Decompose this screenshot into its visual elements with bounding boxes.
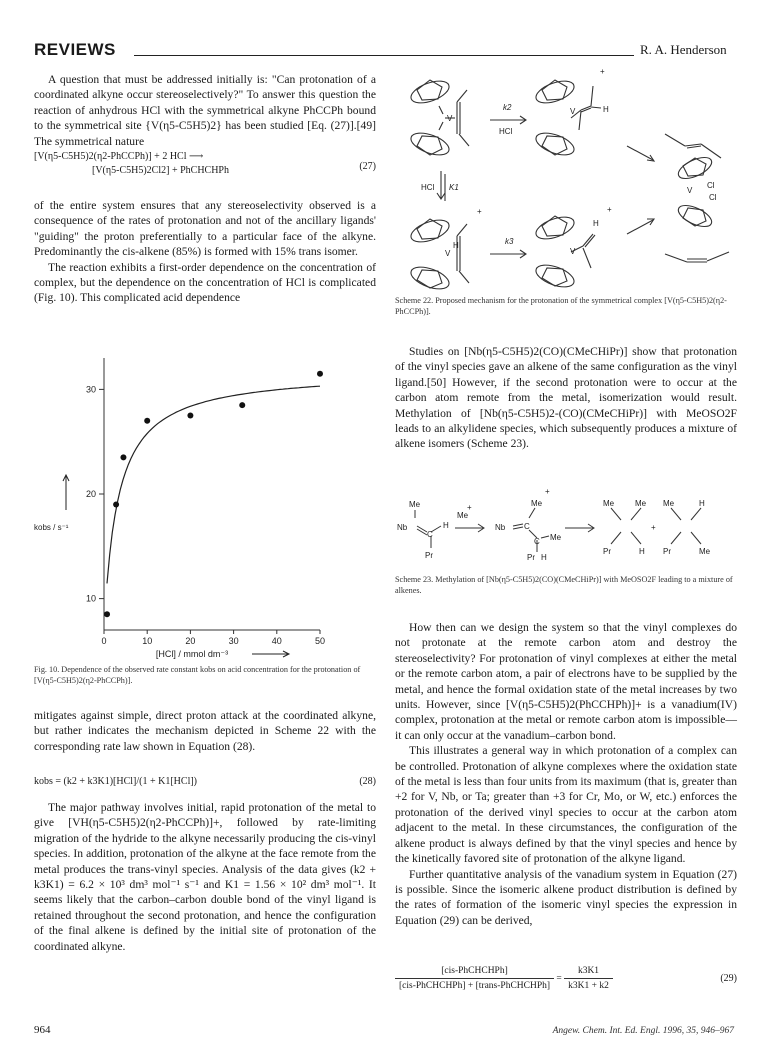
- paragraph: How then can we design the system so that the vinyl complexes do not protonate at the remote carbon atom and destroy the stereoselectivity? For protonation of vinyl complexes at either the metal or the remote carbon atom, a pair of electrons have to be supplied by the metal, and hence the formal oxidation state of the metal increases by two units. However, since [V(η5-C5H5)2(PhCCHPh)]+ is a vanadium(IV) complex, protonation at the metal or remote carbon atom is impossible—it can only occur at the vanadium–carbon bond.: [395, 621, 737, 742]
- hcl-label: HCl: [421, 183, 435, 192]
- rate-k3-label: k3: [505, 237, 514, 246]
- figure-10-caption: Fig. 10. Dependence of the observed rate constant kobs on acid concentration for the protonation of [V(η5-C5H5)2(η2-PhCCPh)].: [34, 665, 361, 685]
- right-column-text-2: [395, 620, 737, 928]
- equation-27-line2: [V(η5-C5H5)2Cl2] + PhCHCHPh: [92, 165, 229, 176]
- equation-28-number: (28): [359, 776, 376, 787]
- header-rule: [134, 55, 634, 56]
- right-column-text-1: [395, 344, 737, 452]
- methyl-label: Me: [699, 547, 711, 556]
- propyl-label: Pr: [603, 547, 611, 556]
- equation-29-left-numerator: [cis-PhCHCHPh]: [395, 964, 554, 979]
- left-column-text-2: [34, 198, 376, 306]
- data-point: [120, 454, 126, 460]
- equation-29-right-denominator: k3K1 + k2: [568, 981, 609, 991]
- y-axis-label: kobs / s⁻¹: [34, 523, 69, 532]
- x-tick-label: 40: [271, 636, 282, 646]
- section-heading: REVIEWS: [34, 40, 116, 59]
- equilibrium-k1-label: K1: [449, 183, 459, 192]
- data-point: [239, 402, 245, 408]
- running-author: R. A. Henderson: [640, 42, 727, 57]
- x-tick-label: 50: [314, 636, 326, 646]
- paragraph: The reaction exhibits a first-order dependence on the concentration of complex, but the dependence on the concentration of HCl is complicated (Fig. 10). This complicated acid dependence: [34, 260, 376, 305]
- x-tick-label: 10: [142, 636, 153, 646]
- plus-sign: +: [467, 503, 472, 512]
- hydrogen-label: H: [443, 521, 449, 530]
- x-axis-label: [HCl] / mmol dm⁻³: [155, 649, 229, 659]
- vanadium-label: V: [570, 107, 576, 116]
- carbon-label: C: [524, 522, 530, 531]
- fit-curve: [107, 386, 320, 583]
- vanadium-label: V: [447, 114, 453, 123]
- plus-sign: +: [651, 523, 656, 532]
- hydrogen-label: H: [541, 553, 547, 562]
- methyl-label: Me: [663, 499, 675, 508]
- equation-27-number: (27): [359, 161, 376, 172]
- scheme-23-diagram: [395, 488, 740, 568]
- niobium-label: Nb: [495, 523, 506, 532]
- x-tick-label: 20: [185, 636, 196, 646]
- chlorine-label: Cl: [709, 193, 717, 202]
- left-column-text-3: [34, 708, 376, 754]
- data-point: [317, 371, 323, 377]
- vanadium-label: V: [570, 247, 576, 256]
- hydrogen-label: H: [593, 219, 599, 228]
- plus-sign: +: [600, 67, 605, 76]
- plus-sign: +: [477, 207, 482, 216]
- carbon-label: C: [534, 537, 540, 546]
- methyl-label: Me: [603, 499, 615, 508]
- methyl-label: Me: [550, 533, 562, 542]
- plus-sign: +: [545, 488, 550, 496]
- vanadium-label: V: [445, 249, 451, 258]
- data-point: [104, 611, 110, 617]
- page-number: 964: [34, 1024, 51, 1036]
- hcl-label: HCl: [499, 127, 513, 136]
- propyl-label: Pr: [527, 553, 535, 562]
- y-tick-label: 20: [85, 489, 96, 499]
- equation-29-left-fraction: [395, 964, 554, 993]
- equation-29-right-fraction: [564, 964, 613, 993]
- x-tick-label: 30: [228, 636, 239, 646]
- paragraph: of the entire system ensures that any stereoselectivity observed is a consequence of the rates of protonation and not of the ancillary ligands' "guiding" the proton preferentially to a particular face of the alkyne. Predominantly the cis-alkene (85%) is formed with 15% trans isomer.: [34, 199, 376, 259]
- methyl-label: Me: [635, 499, 647, 508]
- paragraph: A question that must be addressed initially is: "Can protonation of a coordinated alkyne occur stereoselectively?" To answer this question the reaction of anhydrous HCl with the symmetrical alkyne PhCCPh bound to the symmetrical site {V(η5-C5H5)2} has been studied [Eq. (27)].[49] The symmetrical nature: [34, 73, 376, 148]
- paragraph: The major pathway involves initial, rapid protonation of the metal to give [VH(η5-C5H5)2(η2-PhCCPh)]+, followed by rate-limiting migration of the hydride to the alkyne necessarily producing the cis-vinyl species. In addition, protonation of the alkyne at the face remote from the metal produces the trans-vinyl species. Analysis of the data gives (k2 + k3K1) = 6.2 × 10³ dm³ mol⁻¹ s⁻¹ and K1 = 1.56 × 10² dm³ mol⁻¹. It seems likely that the carbon–carbon double bond of the vinyl ligand is retained throughout the second protonation, and hence the configuration of the final alkene is defined by the initial site of protonation of the coordinated alkyne.: [34, 801, 376, 953]
- hydrogen-label: H: [699, 499, 705, 508]
- journal-citation: Angew. Chem. Int. Ed. Engl. 1996, 35, 946–967: [552, 1026, 734, 1036]
- equation-28: [34, 775, 376, 789]
- paragraph: Further quantitative analysis of the vanadium system in Equation (27) is possible. Since the isomeric alkene product distribution is defined by the rates of formation of the isomeric vinyl species the expression in Equation (29) can be derived,: [395, 867, 737, 927]
- left-column-text-4: [34, 800, 376, 954]
- y-tick-label: 30: [85, 384, 96, 395]
- data-point: [187, 413, 193, 419]
- equation-29: $\frac{\text{[cis-PhCHCHPh]}}{\text{[cis-PhCHCHPh] + [trans-PhCHCHPh]}}$ = $\frac{k3K1}{k3K1 + k2}$ (29): [395, 964, 737, 993]
- equation-29-number: (29): [720, 973, 737, 984]
- propyl-label: Pr: [663, 547, 671, 556]
- paragraph: This illustrates a general way in which protonation of a complex can be controlled. Protonation of alkyne complexes where the oxidation state of the metal is less than four units from its maximum (that is, greater than +2 for V, Nb, or Ta; greater than +3 for Cr, Mo, or W, etc.) enforces the protonation of the derived vinyl species to occur at the carbon atom adjacent to the metal. In these circumstances, the configuration of the alkene product is always defined by that the vinyl species and hence by the kinetically favored site of protonation of the alkyne ligand.: [395, 744, 737, 866]
- hydrogen-label: H: [639, 547, 645, 556]
- rate-k2-label: k2: [503, 103, 512, 112]
- x-tick-label: 0: [101, 636, 107, 646]
- methyl-label: Me: [409, 500, 421, 509]
- equation-28-body: kobs = (k2 + k3K1)[HCl]/(1 + K1[HCl]): [34, 776, 198, 787]
- hydrogen-label: H: [603, 105, 609, 114]
- plus-sign: +: [607, 205, 612, 214]
- scheme-23-caption: Scheme 23. Methylation of [Nb(η5-C5H5)2(CO)(CMeCHiPr)] with MeOSO2F leading to a mixture of alkenes.: [395, 575, 733, 595]
- equation-27: [34, 150, 376, 186]
- left-column-intro: [34, 72, 376, 149]
- figure-10-chart: [30, 340, 360, 660]
- data-point: [144, 418, 150, 424]
- equation-29-right-numerator: k3K1: [564, 964, 613, 979]
- vanadium-label: V: [687, 186, 693, 195]
- methyl-label: Me: [457, 511, 469, 520]
- propyl-label: Pr: [425, 551, 433, 560]
- scheme-22-caption: Scheme 22. Proposed mechanism for the protonation of the symmetrical complex [V(η5-C5H5)2(η2-PhCCPh)].: [395, 296, 727, 316]
- scheme-22-diagram: [395, 66, 740, 294]
- niobium-label: Nb: [397, 523, 408, 532]
- chlorine-label: Cl: [707, 181, 715, 190]
- data-point: [113, 501, 119, 507]
- paragraph: mitigates against simple, direct proton attack at the coordinated alkyne, but rather indicates the mechanism depicted in Scheme 22 with the corresponding rate law shown in Equation (28).: [34, 709, 376, 753]
- equation-27-line1: [V(η5-C5H5)2(η2-PhCCPh)] + 2 HCl ⟶: [34, 151, 204, 162]
- carbon-label: C: [427, 530, 433, 539]
- y-tick-label: 10: [85, 593, 96, 604]
- paragraph: Studies on [Nb(η5-C5H5)2(CO)(CMeCHiPr)] show that protonation of the vinyl species gave an alkene of the same configuration as the vinyl ligand.[50] However, if the second protonation were to occur at the carbon atom remote from the metal, isomerization would result. Methylation of [Nb(η5-C5H5)2-(CO)(CMeCHiPr)] with MeOSO2F leads to an alkylidene species, which subsequently produces a mixture of alkene isomers (Scheme 23).: [395, 345, 737, 451]
- hydrogen-label: H: [453, 241, 459, 250]
- methyl-label: Me: [531, 499, 543, 508]
- equation-29-left-denominator: [cis-PhCHCHPh] + [trans-PhCHCHPh]: [399, 981, 551, 991]
